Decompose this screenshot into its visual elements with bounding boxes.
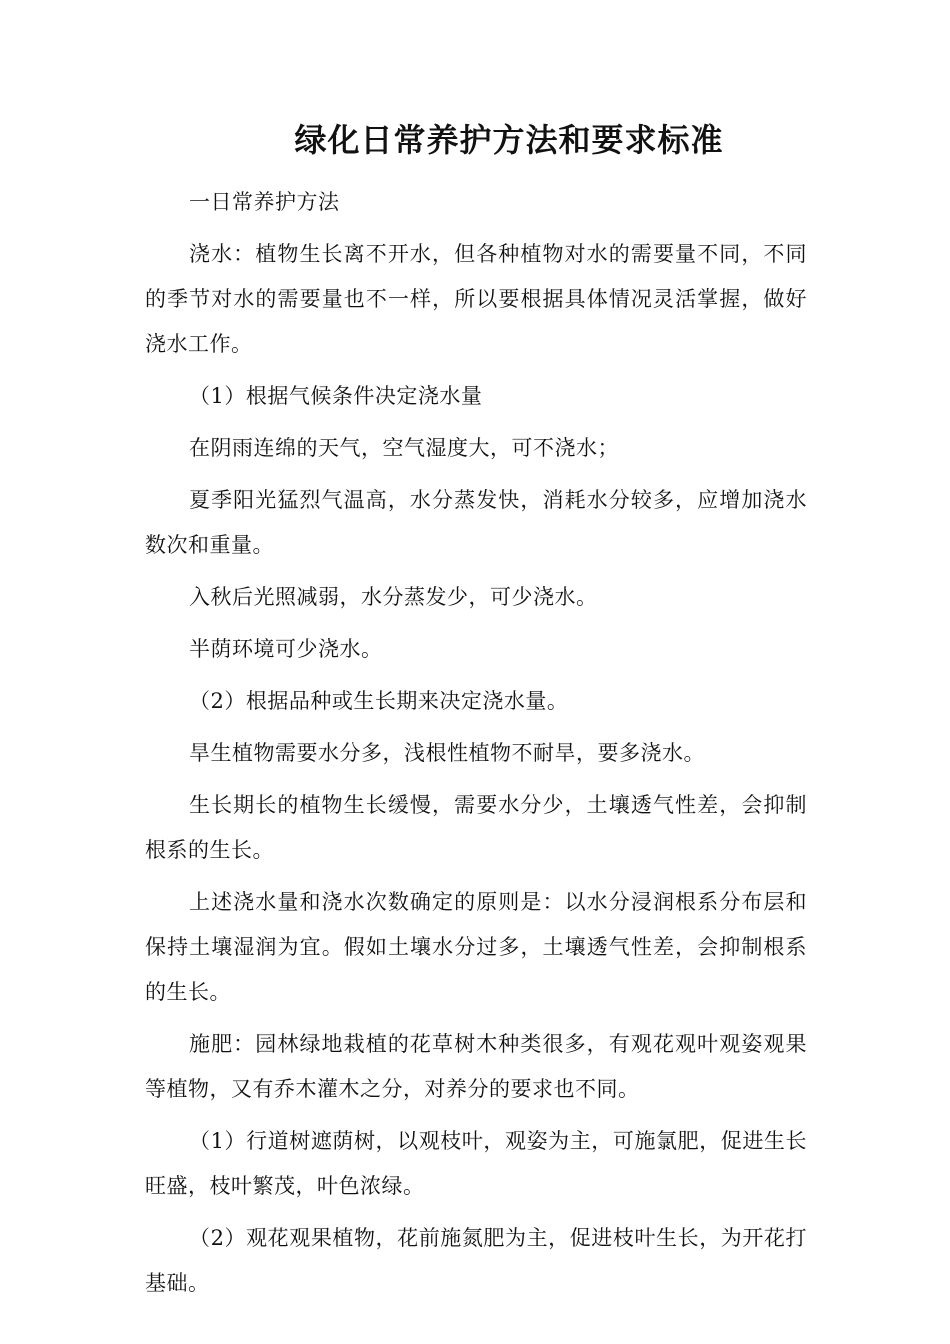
paragraph-fertilizing-intro: 施肥：园林绿地栽植的花草树木种类很多，有观花观叶观姿观果等植物，又有乔木灌木之分，对养分的要求也不同。	[145, 1032, 807, 1101]
subheading-climate: （1）根据气候条件决定浇水量	[189, 384, 483, 408]
paragraph-growth-period: 生长期长的植物生长缓慢，需要水分少，土壤透气性差，会抑制根系的生长。	[145, 793, 807, 862]
section-heading: 一日常养护方法	[189, 190, 340, 214]
paragraph-rainy: 在阴雨连绵的天气，空气湿度大，可不浇水；	[189, 436, 619, 460]
paragraph-shade: 半荫环境可少浇水。	[189, 637, 383, 661]
paragraph-summer: 夏季阳光猛烈气温高，水分蒸发快，消耗水分较多，应增加浇水数次和重量。	[145, 488, 807, 557]
paragraph-autumn: 入秋后光照减弱，水分蒸发少，可少浇水。	[189, 585, 598, 609]
paragraph-watering-intro: 浇水：植物生长离不开水，但各种植物对水的需要量不同，不同的季节对水的需要量也不一样，所以要根据具体情况灵活掌握，做好浇水工作。	[145, 242, 807, 356]
paragraph-principle: 上述浇水量和浇水次数确定的原则是：以水分浸润根系分布层和保持土壤湿润为宜。假如土壤水分过多，土壤透气性差，会抑制根系的生长。	[145, 890, 807, 1004]
paragraph-drought: 旱生植物需要水分多，浅根性植物不耐旱，要多浇水。	[189, 741, 705, 765]
paragraph-flowering-plants: （2）观花观果植物，花前施氮肥为主，促进枝叶生长，为开花打基础。	[145, 1226, 807, 1295]
document-body	[145, 180, 807, 1306]
subheading-variety: （2）根据品种或生长期来决定浇水量。	[189, 689, 569, 713]
document-title: 绿化日常养护方法和要求标准	[294, 121, 724, 159]
paragraph-street-trees: （1）行道树遮荫树，以观枝叶，观姿为主，可施氯肥，促进生长旺盛，枝叶繁茂，叶色浓绿。	[145, 1129, 807, 1198]
